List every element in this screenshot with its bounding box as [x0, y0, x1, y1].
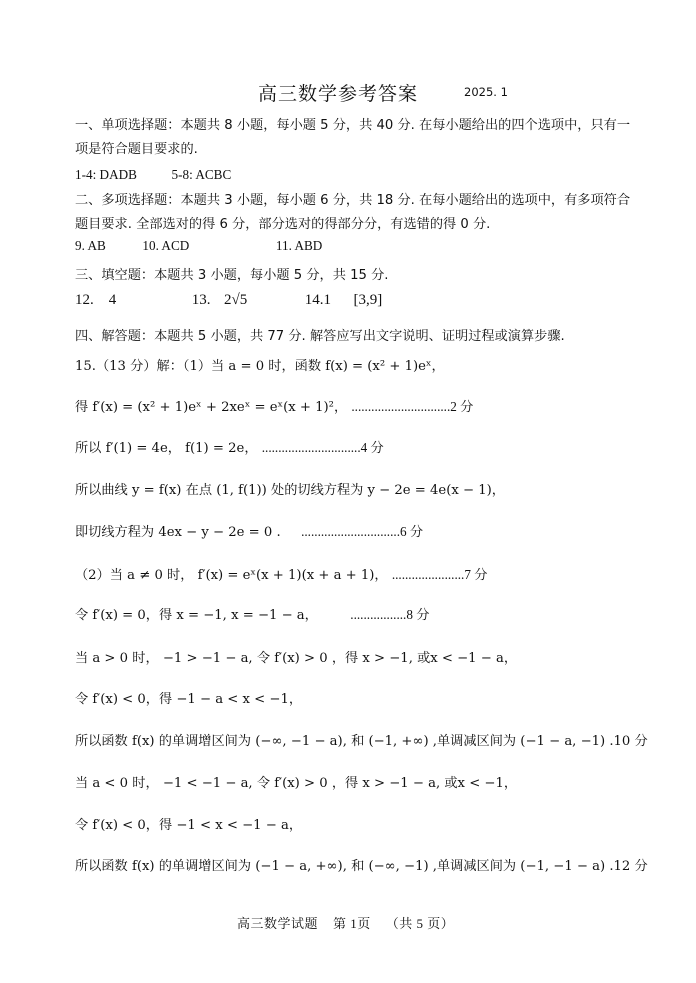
section-2-heading: 二、多项选择题：本题共 3 小题，每小题 6 分，共 18 分. 在每小题给出的选项中，有多项符合题目要求. 全部选对的得 6 分，部分选对的得部分分，有选错的得 0 分.: [75, 193, 631, 232]
solution-line-5: [75, 521, 423, 540]
solution-line-3: [75, 437, 384, 456]
page-title: 高三数学参考答案: [258, 83, 419, 105]
date-label: 2025. 1: [464, 85, 508, 99]
answer-q11: 11. ABD: [275, 238, 323, 253]
score-marker: ..............................6 分: [301, 524, 424, 539]
solution-line-2-text: 得 f′(x) = (x² + 1)eˣ + 2xeˣ = eˣ(x + 1)²，: [75, 400, 348, 415]
answers-5-8: 5-8: ACBC: [171, 167, 232, 182]
score-marker: .................8 分: [350, 607, 430, 622]
solution-line-11: 当 a < 0 时， −1 < −1 − a, 令 f′(x) > 0 ，得 x > −1 − a, 或x < −1，: [75, 776, 518, 791]
section-2-answers: [75, 238, 322, 254]
solution-line-6-text: （2）当 a ≠ 0 时， f′(x) = eˣ(x + 1)(x + a + 1)，: [75, 568, 388, 583]
solution-line-6: [75, 564, 487, 583]
answer-q12: 12. 4: [75, 292, 117, 308]
solution-line-7: [75, 604, 429, 623]
solution-line-8: 当 a > 0 时， −1 > −1 − a, 令 f′(x) > 0 ，得 x > −1, 或x < −1 − a，: [75, 651, 518, 666]
solution-line-3-text: 所以 f′(1) = 4e， f(1) = 2e，: [75, 441, 258, 456]
solution-line-1: 15.（13 分）解：（1）当 a = 0 时，函数 f(x) = (x² + 1)eˣ，: [75, 359, 445, 374]
answer-q9: 9. AB: [75, 238, 106, 253]
section-3-answers: [75, 292, 382, 309]
answers-1-4: 1-4: DADB: [75, 167, 137, 182]
score-marker: ..............................2 分: [351, 399, 474, 414]
score-marker: ......................7 分: [391, 567, 488, 582]
section-1-answers: [75, 167, 231, 183]
solution-line-7-text: 令 f′(x) = 0，得 x = −1, x = −1 − a，: [75, 608, 318, 623]
section-3-heading: 三、填空题：本题共 3 小题，每小题 5 分，共 15 分.: [75, 268, 389, 283]
solution-line-13: 所以函数 f(x) 的单调增区间为 (−1 − a, +∞), 和 (−∞, −1) ,单调减区间为 (−1, −1 − a) .12 分: [75, 859, 648, 874]
solution-line-9: 令 f′(x) < 0，得 −1 − a < x < −1，: [75, 692, 303, 707]
solution-line-2: [75, 396, 473, 415]
solution-line-12: 令 f′(x) < 0，得 −1 < x < −1 − a，: [75, 818, 303, 833]
solution-line-4: 所以曲线 y = f(x) 在点 (1, f(1)) 处的切线方程为 y − 2e = 4e(x − 1)，: [75, 483, 505, 498]
section-1-heading: 一、单项选择题：本题共 8 小题，每小题 5 分，共 40 分. 在每小题给出的四个选项中，只有一项是符合题目要求的.: [75, 118, 631, 157]
answer-q14: 14.1 [3,9]: [304, 292, 383, 308]
answer-q10: 10. ACD: [142, 238, 190, 253]
solution-line-5-text: 即切线方程为 4ex − y − 2e = 0 .: [75, 525, 281, 540]
answer-q13-value: 2√5: [224, 292, 248, 308]
score-marker: ..............................4 分: [261, 440, 384, 455]
section-4-heading: 四、解答题：本题共 5 小题，共 77 分. 解答应写出文字说明、证明过程或演算步骤.: [75, 329, 565, 344]
answer-q13-label: 13.: [191, 292, 211, 308]
solution-line-10: 所以函数 f(x) 的单调增区间为 (−∞, −1 − a), 和 (−1, +∞) ,单调减区间为 (−1 − a, −1) .10 分: [75, 734, 648, 749]
page-footer: 高三数学试题 第 1页 （共 5 页）: [237, 916, 455, 931]
